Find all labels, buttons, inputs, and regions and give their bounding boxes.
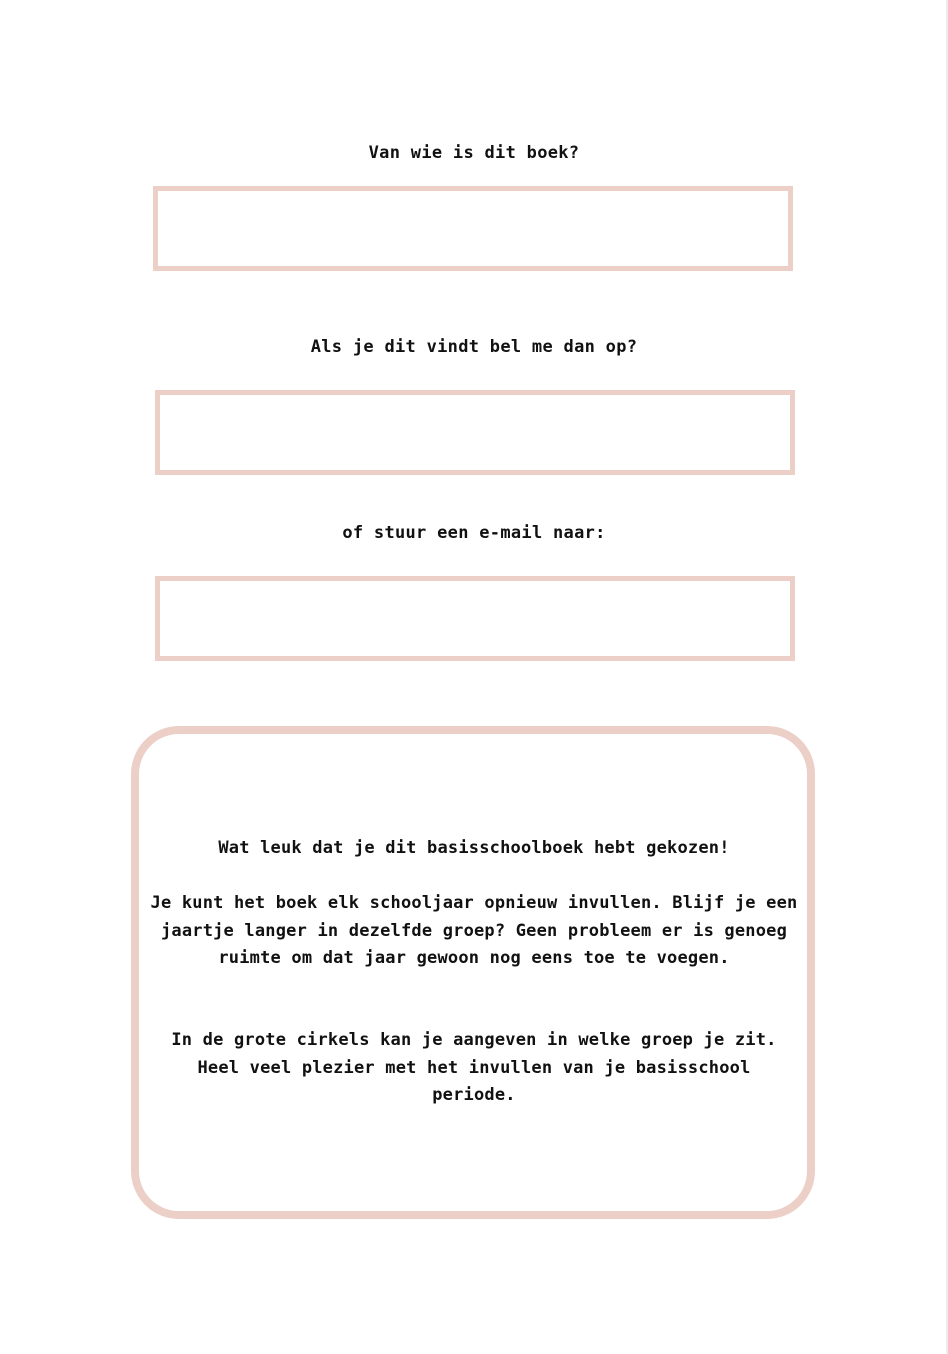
- info-intro: Wat leuk dat je dit basisschoolboek hebt gekozen!: [218, 838, 730, 858]
- phone-field[interactable]: [155, 390, 795, 475]
- phone-label: Als je dit vindt bel me dan op?: [310, 337, 638, 357]
- owner-field[interactable]: [153, 186, 793, 271]
- owner-label: Van wie is dit boek?: [368, 143, 580, 163]
- info-paragraph-2: In de grote cirkels kan je aangeven in welke groep je zit. Heel veel plezier met het invullen van je basisschool periode.: [171, 1030, 777, 1105]
- email-label: of stuur een e-mail naar:: [342, 523, 606, 543]
- info-paragraph-1: Je kunt het boek elk schooljaar opnieuw invullen. Blijf je een jaartje langer in dezelfde groep? Geen probleem er is genoeg ruimte om dat jaar gewoon nog eens toe te voegen.: [150, 893, 798, 968]
- email-field[interactable]: [155, 576, 795, 661]
- info-box: [131, 726, 815, 1219]
